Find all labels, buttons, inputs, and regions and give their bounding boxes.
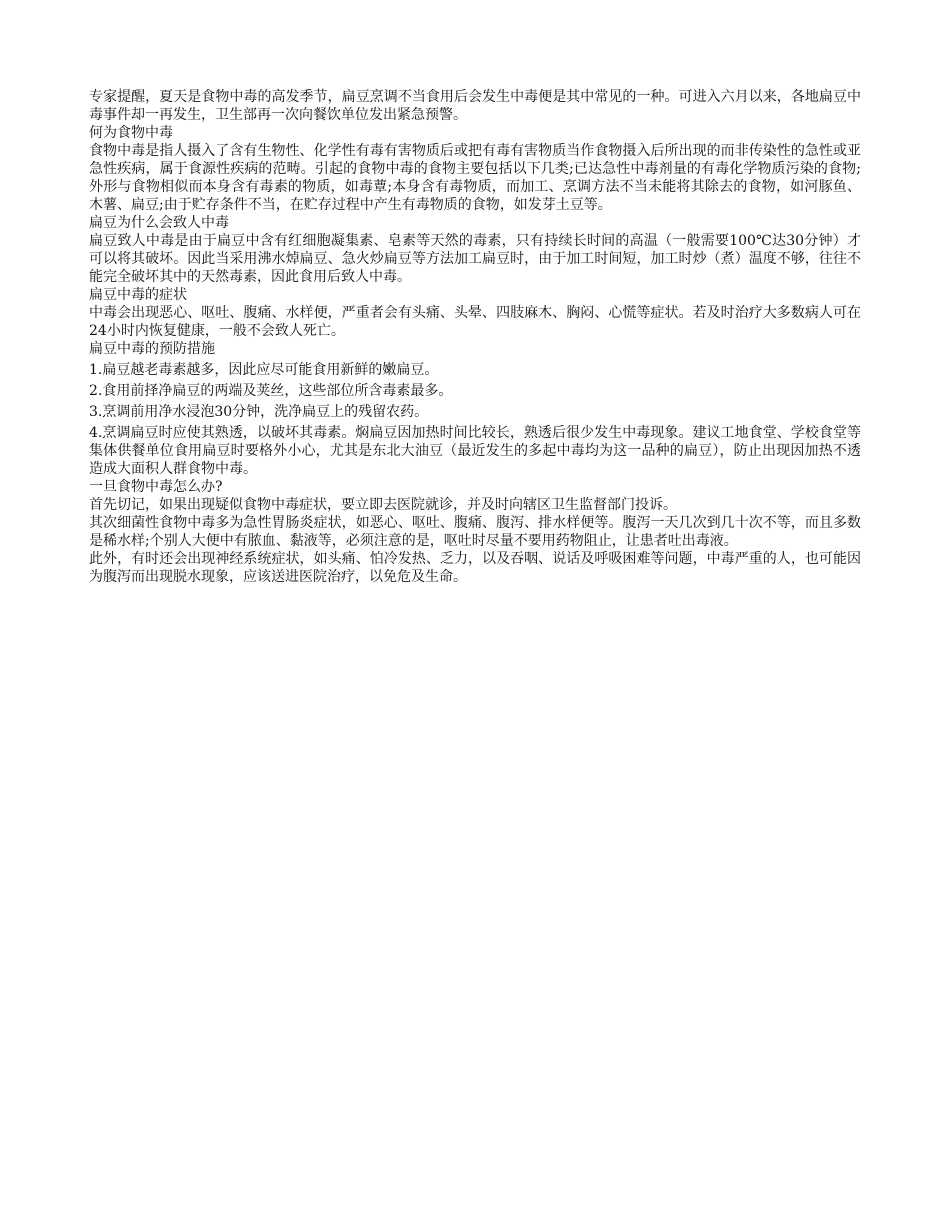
section-heading-why-beans-poison: 扁豆为什么会致人中毒 xyxy=(89,215,229,231)
article-body xyxy=(89,88,861,586)
prevention-list-item: 1.扁豆越老毒素越多，因此应尽可能食用新鲜的嫩扁豆。 xyxy=(89,362,439,378)
prevention-list-item: 4.烹调扁豆时应使其熟透，以破坏其毒素。焖扁豆因加热时间比较长，熟透后很少发生中毒现象。建议工地食堂、学校食堂等集体供餐单位食用扁豆时要格外小心，尤其是东北大油豆（最近发生的多起中毒均为这一品种的扁豆），防止出现因加热不透造成大面积人群食物中毒。 xyxy=(89,425,861,477)
section-paragraph: 首先切记，如果出现疑似食物中毒症状，要立即去医院就诊，并及时向辖区卫生监督部门投诉。 xyxy=(89,497,677,513)
section-paragraph: 中毒会出现恶心、呕吐、腹痛、水样便，严重者会有头痛、头晕、四肢麻木、胸闷、心慌等症状。若及时治疗大多数病人可在24小时内恢复健康，一般不会致人死亡。 xyxy=(89,305,861,339)
intro-paragraph: 专家提醒，夏天是食物中毒的高发季节，扁豆烹调不当食用后会发生中毒便是其中常见的一种。可进入六月以来，各地扁豆中毒事件却一再发生，卫生部再一次向餐饮单位发出紧急预警。 xyxy=(89,89,861,123)
section-paragraph: 其次细菌性食物中毒多为急性胃肠炎症状，如恶心、呕吐、腹痛、腹泻、排水样便等。腹泻一天几次到几十次不等，而且多数是稀水样;个别人大便中有脓血、黏液等，必须注意的是，呕吐时尽量不要用药物阻止，让患者吐出毒液。 xyxy=(89,515,861,549)
section-paragraph: 食物中毒是指人摄入了含有生物性、化学性有毒有害物质后或把有毒有害物质当作食物摄入后所出现的而非传染性的急性或亚急性疾病，属于食源性疾病的范畴。引起的食物中毒的食物主要包括以下几类;已达急性中毒剂量的有毒化学物质污染的食物;外形与食物相似而本身含有毒素的物质，如毒蕈;本身含有毒物质，而加工、烹调方法不当未能将其除去的食物，如河豚鱼、木薯、扁豆;由于贮存条件不当，在贮存过程中产生有毒物质的食物，如发芽土豆等。 xyxy=(89,143,861,213)
section-paragraph: 扁豆致人中毒是由于扁豆中含有红细胞凝集素、皂素等天然的毒素，只有持续长时间的高温（一般需要100℃达30分钟）才可以将其破坏。因此当采用沸水焯扁豆、急火炒扁豆等方法加工扁豆时，由于加工时间短，加工时炒（煮）温度不够，往往不能完全破坏其中的天然毒素，因此食用后致人中毒。 xyxy=(89,233,861,285)
prevention-list-item: 2.食用前择净扁豆的两端及荚丝，这些部位所含毒素最多。 xyxy=(89,383,453,399)
prevention-list-item: 3.烹调前用净水浸泡30分钟，洗净扁豆上的残留农药。 xyxy=(89,404,429,420)
section-heading-what-is-food-poisoning: 何为食物中毒 xyxy=(89,125,173,141)
section-heading-prevention: 扁豆中毒的预防措施 xyxy=(89,341,215,357)
section-heading-symptoms: 扁豆中毒的症状 xyxy=(89,287,187,303)
section-heading-what-to-do: 一旦食物中毒怎么办? xyxy=(89,479,223,495)
section-paragraph: 此外，有时还会出现神经系统症状，如头痛、怕冷发热、乏力，以及吞咽、说话及呼吸困难等问题，中毒严重的人，也可能因为腹泻而出现脱水现象，应该送进医院治疗，以免危及生命。 xyxy=(89,551,861,585)
